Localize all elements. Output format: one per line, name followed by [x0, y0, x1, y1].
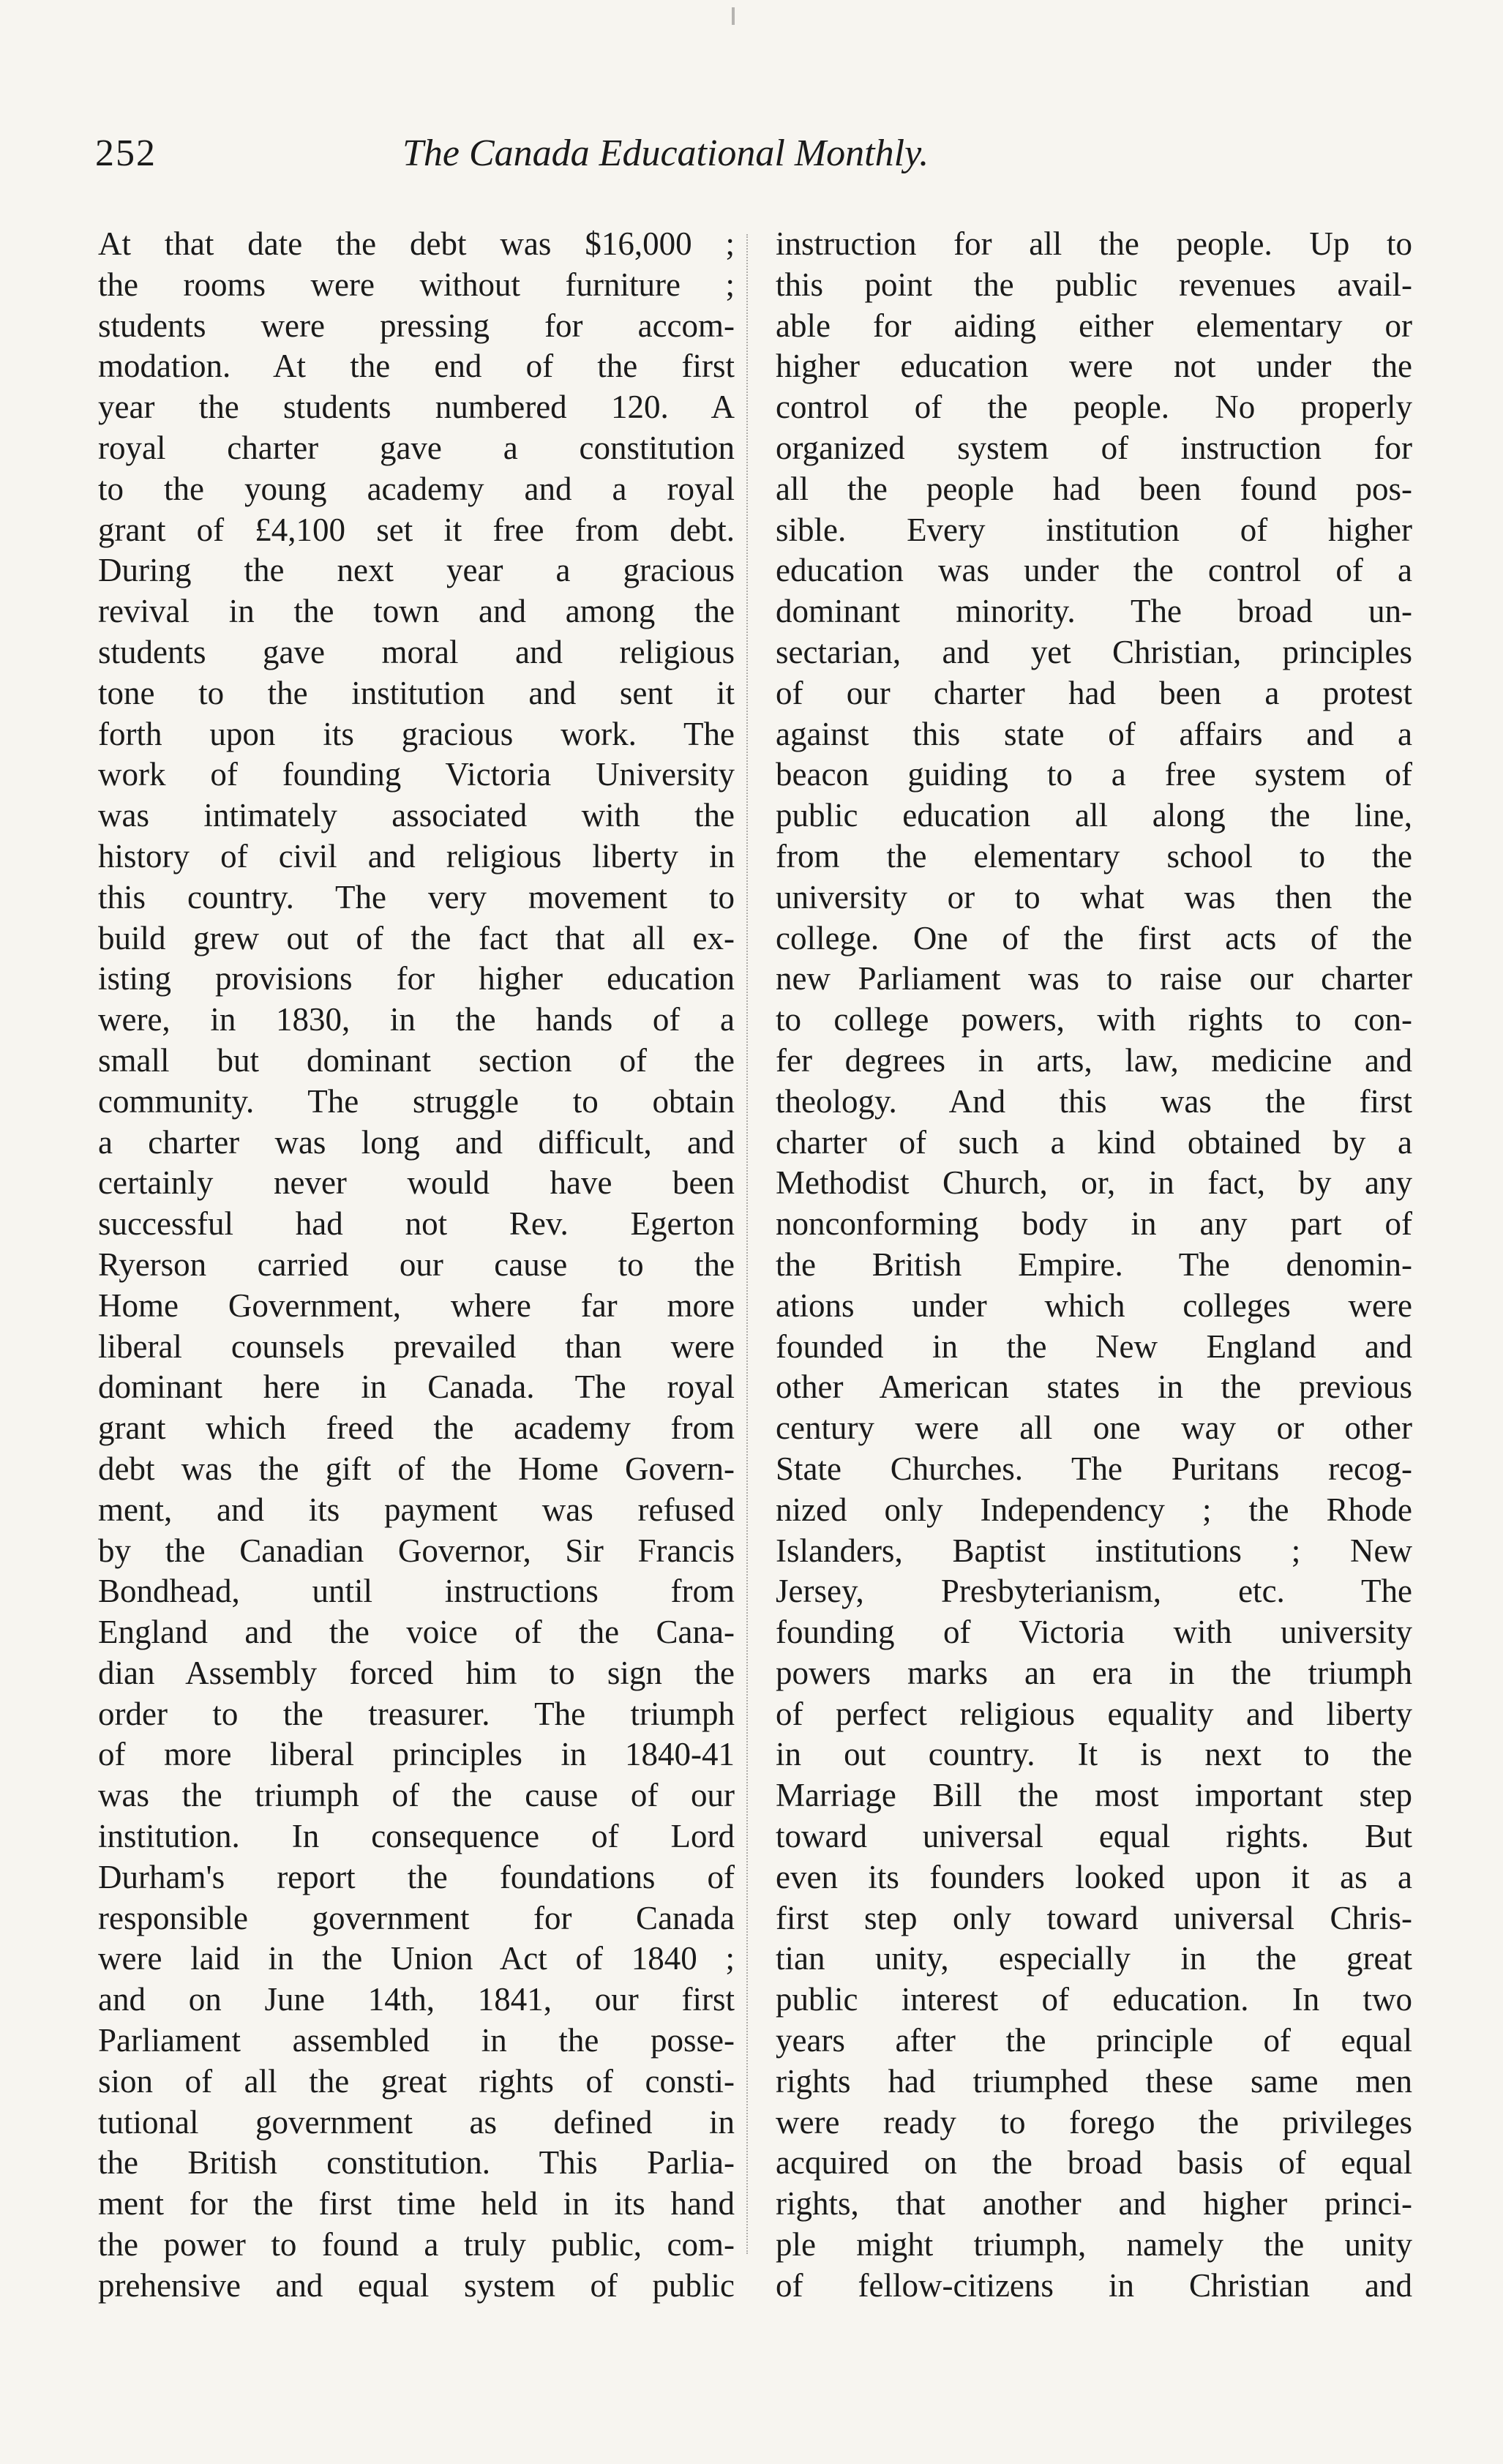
text-line: to the young academy and a royal [98, 470, 735, 507]
text-line: other American states in the previous [776, 1368, 1412, 1406]
text-line: forth upon its gracious work. The [98, 715, 735, 752]
text-line: this point the public revenues avail- [776, 266, 1412, 303]
text-line: revival in the town and among the [98, 593, 735, 630]
text-line: from the elementary school to the [776, 837, 1412, 875]
text-line: sible. Every institution of higher [776, 511, 1412, 548]
text-line: college. One of the first acts of the [776, 919, 1412, 956]
page-number: 252 [95, 132, 157, 174]
right-column [776, 224, 1412, 2307]
text-line: founding of Victoria with university [776, 1614, 1412, 1651]
text-line: England and the voice of the Cana- [98, 1614, 735, 1651]
text-line: the British Empire. The denomin- [776, 1246, 1412, 1283]
text-line: rights had triumphed these same men [776, 2062, 1412, 2100]
text-line: dominant here in Canada. The royal [98, 1368, 735, 1406]
text-line: dominant minority. The broad un- [776, 593, 1412, 630]
text-line: ment for the first time held in its hand [98, 2185, 735, 2223]
text-line: tian unity, especially in the great [776, 1940, 1412, 1977]
text-line: years after the principle of equal [776, 2022, 1412, 2059]
text-line: by the Canadian Governor, Sir Francis [98, 1532, 735, 1569]
text-line: powers marks an era in the triumph [776, 1654, 1412, 1691]
text-line: At that date the debt was $16,000 ; [98, 225, 735, 262]
text-line: Ryerson carried our cause to the [98, 1246, 735, 1283]
text-line: the power to found a truly public, com- [98, 2226, 735, 2263]
text-line: the British constitution. This Parlia- [98, 2144, 735, 2182]
text-line: of perfect religious equality and liberty [776, 1695, 1412, 1732]
text-line: certainly never would have been [98, 1164, 735, 1202]
text-line: new Parliament was to raise our charter [776, 960, 1412, 997]
text-line: During the next year a gracious [98, 552, 735, 589]
text-line: were, in 1830, in the hands of a [98, 1001, 735, 1038]
text-line: the rooms were without furniture ; [98, 266, 735, 303]
text-line: able for aiding either elementary or [776, 307, 1412, 344]
text-line: work of founding Victoria University [98, 756, 735, 793]
text-line: education was under the control of a [776, 552, 1412, 589]
text-line: century were all one way or other [776, 1409, 1412, 1447]
text-line: grant which freed the academy from [98, 1409, 735, 1447]
text-line: tone to the institution and sent it [98, 674, 735, 711]
page-header [95, 132, 1076, 198]
text-line: university or to what was then the [776, 878, 1412, 915]
text-line: charter of such a kind obtained by a [776, 1123, 1412, 1161]
text-line: grant of £4,100 set it free from debt. [98, 511, 735, 548]
text-line: sion of all the great rights of consti- [98, 2062, 735, 2100]
text-line: Bondhead, until instructions from [98, 1573, 735, 1610]
running-title: The Canada Educational Monthly. [402, 132, 929, 174]
text-line: public education all along the line, [776, 797, 1412, 834]
text-line: even its founders looked upon it as a [776, 1858, 1412, 1895]
text-line: students were pressing for accom- [98, 307, 735, 344]
left-column [98, 224, 735, 2307]
text-line: instruction for all the people. Up to [776, 225, 1412, 262]
text-line: beacon guiding to a free system of [776, 756, 1412, 793]
text-line: modation. At the end of the first [98, 348, 735, 385]
text-line: higher education were not under the [776, 348, 1412, 385]
column-divider [746, 234, 748, 2254]
text-line: students gave moral and religious [98, 633, 735, 670]
text-line: organized system of instruction for [776, 429, 1412, 466]
text-line: debt was the gift of the Home Govern- [98, 1450, 735, 1487]
text-line: ple might triumph, namely the unity [776, 2226, 1412, 2263]
text-line: all the people had been found pos- [776, 470, 1412, 507]
text-line: acquired on the broad basis of equal [776, 2144, 1412, 2182]
text-line: Jersey, Presbyterianism, etc. The [776, 1573, 1412, 1610]
scan-mark [732, 7, 735, 25]
text-line: was the triumph of the cause of our [98, 1777, 735, 1814]
text-line: small but dominant section of the [98, 1041, 735, 1079]
text-line: against this state of affairs and a [776, 715, 1412, 752]
text-line: isting provisions for higher education [98, 960, 735, 997]
text-line: a charter was long and difficult, and [98, 1123, 735, 1161]
text-line: year the students numbered 120. A [98, 389, 735, 426]
text-line: successful had not Rev. Egerton [98, 1205, 735, 1243]
text-line: order to the treasurer. The triumph [98, 1695, 735, 1732]
text-line: Home Government, where far more [98, 1287, 735, 1324]
text-line: ment, and its payment was refused [98, 1491, 735, 1528]
text-line: rights, that another and higher princi- [776, 2185, 1412, 2223]
text-line: Parliament assembled in the posse- [98, 2022, 735, 2059]
text-line: theology. And this was the first [776, 1082, 1412, 1120]
text-line: tutional government as defined in [98, 2103, 735, 2141]
text-line: control of the people. No properly [776, 389, 1412, 426]
text-line: institution. In consequence of Lord [98, 1818, 735, 1855]
text-line: Islanders, Baptist institutions ; New [776, 1532, 1412, 1569]
text-line: and on June 14th, 1841, our first [98, 1981, 735, 2018]
text-line: in out country. It is next to the [776, 1736, 1412, 1773]
text-line: sectarian, and yet Christian, principles [776, 633, 1412, 670]
text-line: founded in the New England and [776, 1328, 1412, 1365]
text-line: of more liberal principles in 1840-41 [98, 1736, 735, 1773]
text-line: this country. The very movement to [98, 878, 735, 915]
text-line: prehensive and equal system of public [98, 2266, 735, 2304]
text-line: Durham's report the foundations of [98, 1858, 735, 1895]
text-line: to college powers, with rights to con- [776, 1001, 1412, 1038]
text-line: liberal counsels prevailed than were [98, 1328, 735, 1365]
text-line: Marriage Bill the most important step [776, 1777, 1412, 1814]
text-line: toward universal equal rights. But [776, 1818, 1412, 1855]
text-line: was intimately associated with the [98, 797, 735, 834]
text-line: nonconforming body in any part of [776, 1205, 1412, 1243]
text-line: build grew out of the fact that all ex- [98, 919, 735, 956]
text-line: history of civil and religious liberty in [98, 837, 735, 875]
text-line: responsible government for Canada [98, 1899, 735, 1936]
text-line: dian Assembly forced him to sign the [98, 1654, 735, 1691]
text-line: royal charter gave a constitution [98, 429, 735, 466]
text-line: State Churches. The Puritans recog- [776, 1450, 1412, 1487]
text-line: nized only Independency ; the Rhode [776, 1491, 1412, 1528]
text-line: of our charter had been a protest [776, 674, 1412, 711]
text-line: of fellow-citizens in Christian and [776, 2266, 1412, 2304]
text-line: public interest of education. In two [776, 1981, 1412, 2018]
text-line: were laid in the Union Act of 1840 ; [98, 1940, 735, 1977]
text-line: were ready to forego the privileges [776, 2103, 1412, 2141]
text-line: fer degrees in arts, law, medicine and [776, 1041, 1412, 1079]
text-line: first step only toward universal Chris- [776, 1899, 1412, 1936]
text-line: community. The struggle to obtain [98, 1082, 735, 1120]
text-line: ations under which colleges were [776, 1287, 1412, 1324]
text-line: Methodist Church, or, in fact, by any [776, 1164, 1412, 1202]
